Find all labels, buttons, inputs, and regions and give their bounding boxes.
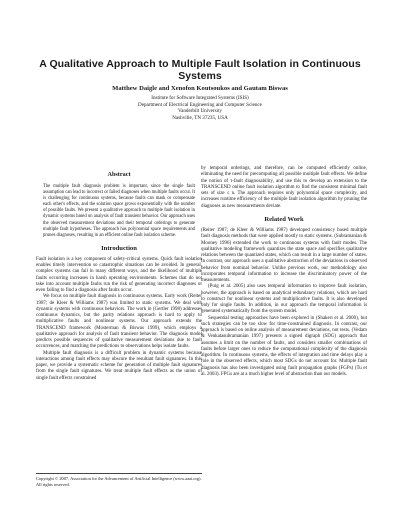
paper-title: A Qualitative Approach to Multiple Fault Isolation in Continuous Systems <box>39 58 361 82</box>
related-work-paragraph: (Puig et al. 2005) also uses temporal information to improve fault isolation, however, the approach is based on analytical redundancy relations, which are hard to construct for nonlinear systems and multiplicative faults. It is also developed only for single faults. In addition, in our approach the temporal information is generated systematically from the system model. <box>201 284 367 315</box>
introduction-heading: Introduction <box>101 244 137 252</box>
abstract-block <box>36 184 202 238</box>
copyright-footnote: Copyright © 2007, Association for the Advancement of Artificial Intelligence (www.aaai.org). All rights reserved. <box>36 473 202 487</box>
affiliation-line: Institute for Software Integrated Systems (ISIS) <box>151 95 249 101</box>
introduction-paragraph: We focus on multiple fault diagnosis in continuous systems. Early work (Reiter 1987; de Kleer & Williams 1987) was limited to static systems. We deal with dynamic systems with continuous behaviors. The work in (Gertler 1998) addresses continuous dynamics, but the parity relations approach is hard to apply to multiplicative faults and nonlinear systems. Our approach extends the TRANSCEND framework (Mosterman & Biswas 1999), which employs a qualitative approach for analysis of fault transient behavior. The diagnosis model predicts possible sequences of qualitative measurement deviations due to fault occurrences, and matching the predictions to observations helps isolate faults. <box>36 294 202 350</box>
affiliation-block <box>20 95 380 121</box>
affiliation-line: Vanderbilt University <box>178 108 222 115</box>
introduction-paragraph: Multiple fault diagnosis is a difficult problem in dynamic systems because interactions among fault effects may obscure the resultant fault signatures. In this paper, we provide a systematic scheme for generation of multiple fault signatures from the single fault signatures. We treat multiple fault effects as the union of single fault effects constrained <box>36 350 202 381</box>
right-column <box>201 166 367 378</box>
left-column <box>36 166 202 382</box>
affiliation-line: Nashville, TN 37235, USA <box>172 114 228 121</box>
introduction-continued: by temporal orderings, and therefore, can be computed efficiently online, eliminating the need for precomputing all possible multiple fault effects. We define the notion of τ-fault diagnosability, and use this to develop an extension to the TRANSCEND online fault isolation algorithm to find the consistent minimal fault sets of size ≤ n. The approach requires only polynomial space complexity, and increases runtime efficiency of the multiple fault isolation algorithm by pruning the diagnoses as new measurements deviate. <box>201 166 367 209</box>
abstract-heading: Abstract <box>107 171 131 178</box>
author-list: Matthew Daigle and Xenofon Koutsoukos and Gautam Biswas <box>112 85 288 92</box>
abstract-text: The multiple fault diagnosis problem is important, since the single fault assumption can lead to incorrect or failed diagnoses when multiple faults occur. It is challenging for continuous systems, because faults can mask or compensate each other's effects, and the solution space grows exponentially with the number of possible faults. We present a qualitative approach to multiple fault isolation in dynamic systems based on analysis of fault transient behavior. Our approach uses the observed measurement deviations and their temporal orderings to generate multiple fault hypotheses. The approach has polynomial space requirements and prunes diagnoses, resulting in an efficient online fault isolation scheme. <box>43 184 195 238</box>
related-work-paragraph: Sequential testing approaches have been explored in (Shakeri et al. 2000), but such strategies can be too slow for time-constrained diagnosis. In contrast, our approach is based on online analysis of measurement deviations, not tests. (Vedam & Venkatasubramanian 1997) presents a signed digraph (SDG) approach that assumes a limit on the number of faults, and considers smaller combinations of faults before larger ones to reduce the computational complexity of the diagnosis algorithm. In continuous systems, the effects of integration and time delays play a role in the observed effects, which most SDGs do not account for. Multiple fault diagnosis has also been investigated using fault propagation graphs (FGPs) (Tu et al. 2003). FPGs are at a much higher level of abstraction than our models. <box>201 315 367 377</box>
affiliation-line: Department of Electrical Engineering and Computer Science <box>138 101 262 108</box>
introduction-paragraph: Fault isolation is a key component of safety-critical systems. Quick fault isolation enables timely intervention so catastrophic situations can be avoided. In general, complex systems can fail in many different ways, and the likelihood of multiple faults occurring increases in harsh operating environments. Schemes that do not take into account multiple faults run the risk of generating incorrect diagnoses or even failing to find a diagnosis after faults occur. <box>36 256 202 294</box>
related-work-heading: Related Work <box>264 215 304 223</box>
related-work-paragraph: (Reiter 1987; de Kleer & Williams 1987) developed consistency based multiple fault diagnosis methods that were applied mostly to static systems. (Subramanian & Mooney 1996) extended the work to continuous systems with fault modes. The qualitative modeling framework quantizes the state space and specifies qualitative relations between the quantized states, which can result in a large number of states. In contrast, our approach uses a qualitative abstraction of the deviations in observed behavior from nominal behavior. Unlike previous work, our methodology also incorporates temporal information to increase the discriminatory power of the measurements. <box>201 228 367 283</box>
